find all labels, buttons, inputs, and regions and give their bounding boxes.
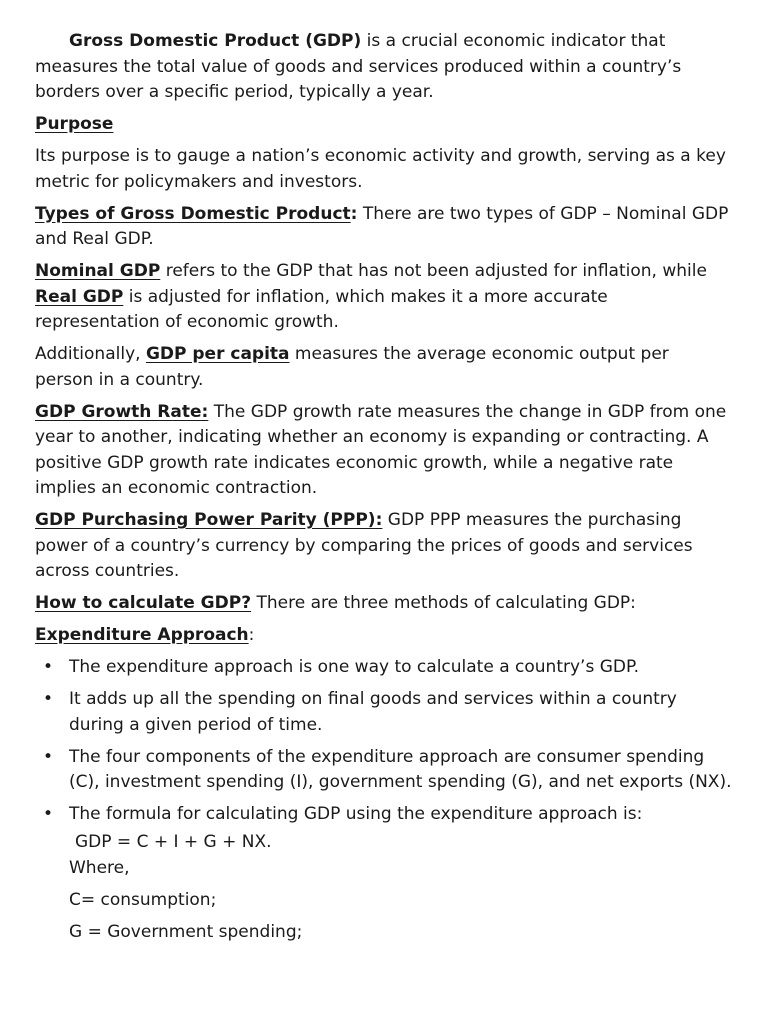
calc-text: There are three methods of calculating GDP: <box>251 593 636 613</box>
list-item-text: The formula for calculating GDP using the expenditure approach is: <box>69 804 643 824</box>
list-item <box>43 687 732 738</box>
calc-paragraph <box>35 591 732 617</box>
types-text: There are two types of GDP – Nominal GDP and Real GDP. <box>35 203 729 249</box>
types-heading: Types of Gross Domestic Product <box>35 203 351 224</box>
types-paragraph <box>35 202 732 253</box>
per-capita-paragraph <box>35 342 732 393</box>
bullet-icon: • <box>43 746 54 767</box>
list-item-text: It adds up all the spending on final goods and services within a country during a given period of time. <box>69 689 677 735</box>
purpose-heading-line <box>35 112 732 138</box>
gdp-formula: GDP = C + I + G + NX. <box>75 831 272 852</box>
expenditure-colon: : <box>248 625 255 645</box>
nominal-gdp-term: Nominal GDP <box>35 261 161 281</box>
ppp-text: GDP PPP measures the purchasing power of a country’s currency by comparing the prices of goods and services across countries. <box>35 510 693 581</box>
purpose-heading: Purpose <box>35 114 114 134</box>
expenditure-list <box>35 655 732 828</box>
ppp-paragraph <box>35 508 732 585</box>
real-text: is adjusted for inflation, which makes it a more accurate representation of economic growth. <box>35 286 608 332</box>
list-item <box>43 745 732 796</box>
intro-text: is a crucial economic indicator that measures the total value of goods and services produced within a country’s borders over a specific period, typically a year. <box>35 31 682 102</box>
list-item-text: The four components of the expenditure approach are consumer spending (C), investment spending (I), government spending (G), and net exports (NX). <box>69 746 732 792</box>
expenditure-heading-line <box>35 623 732 649</box>
where-label: Where, <box>69 857 130 878</box>
formula-block <box>35 828 732 881</box>
ppp-heading: GDP Purchasing Power Parity (PPP): <box>35 510 383 530</box>
growth-text: The GDP growth rate measures the change in GDP from one year to another, indicating whether an economy is expanding or contracting. A positive GDP growth rate indicates economic growth, while a negative rate implies an economic contraction. <box>35 401 727 498</box>
gdp-term: Gross Domestic Product (GDP) <box>69 31 362 51</box>
calc-heading: How to calculate GDP? <box>35 593 252 613</box>
expenditure-heading: Expenditure Approach <box>35 625 249 645</box>
purpose-paragraph: Its purpose is to gauge a nation’s economic activity and growth, serving as a key metric for policymakers and investors. <box>35 146 726 192</box>
list-item-text: The expenditure approach is one way to calculate a country’s GDP. <box>69 657 639 677</box>
types-colon: : <box>350 203 358 224</box>
bullet-icon: • <box>43 657 54 677</box>
definition-government: G = Government spending; <box>69 922 303 942</box>
per-capita-text: measures the average economic output per person in a country. <box>35 344 669 390</box>
definition-consumption: C= consumption; <box>69 889 217 910</box>
growth-paragraph <box>35 400 732 502</box>
list-item <box>43 802 732 828</box>
nominal-real-paragraph <box>35 259 732 336</box>
intro-paragraph <box>35 29 732 106</box>
per-capita-lead: Additionally, <box>35 344 146 364</box>
bullet-icon: • <box>43 689 54 709</box>
list-item <box>43 655 732 681</box>
real-gdp-term: Real GDP <box>35 286 124 307</box>
nominal-text: refers to the GDP that has not been adjusted for inflation, while <box>160 261 707 281</box>
per-capita-term: GDP per capita <box>145 344 290 364</box>
bullet-icon: • <box>43 804 54 824</box>
growth-heading: GDP Growth Rate: <box>35 401 209 422</box>
